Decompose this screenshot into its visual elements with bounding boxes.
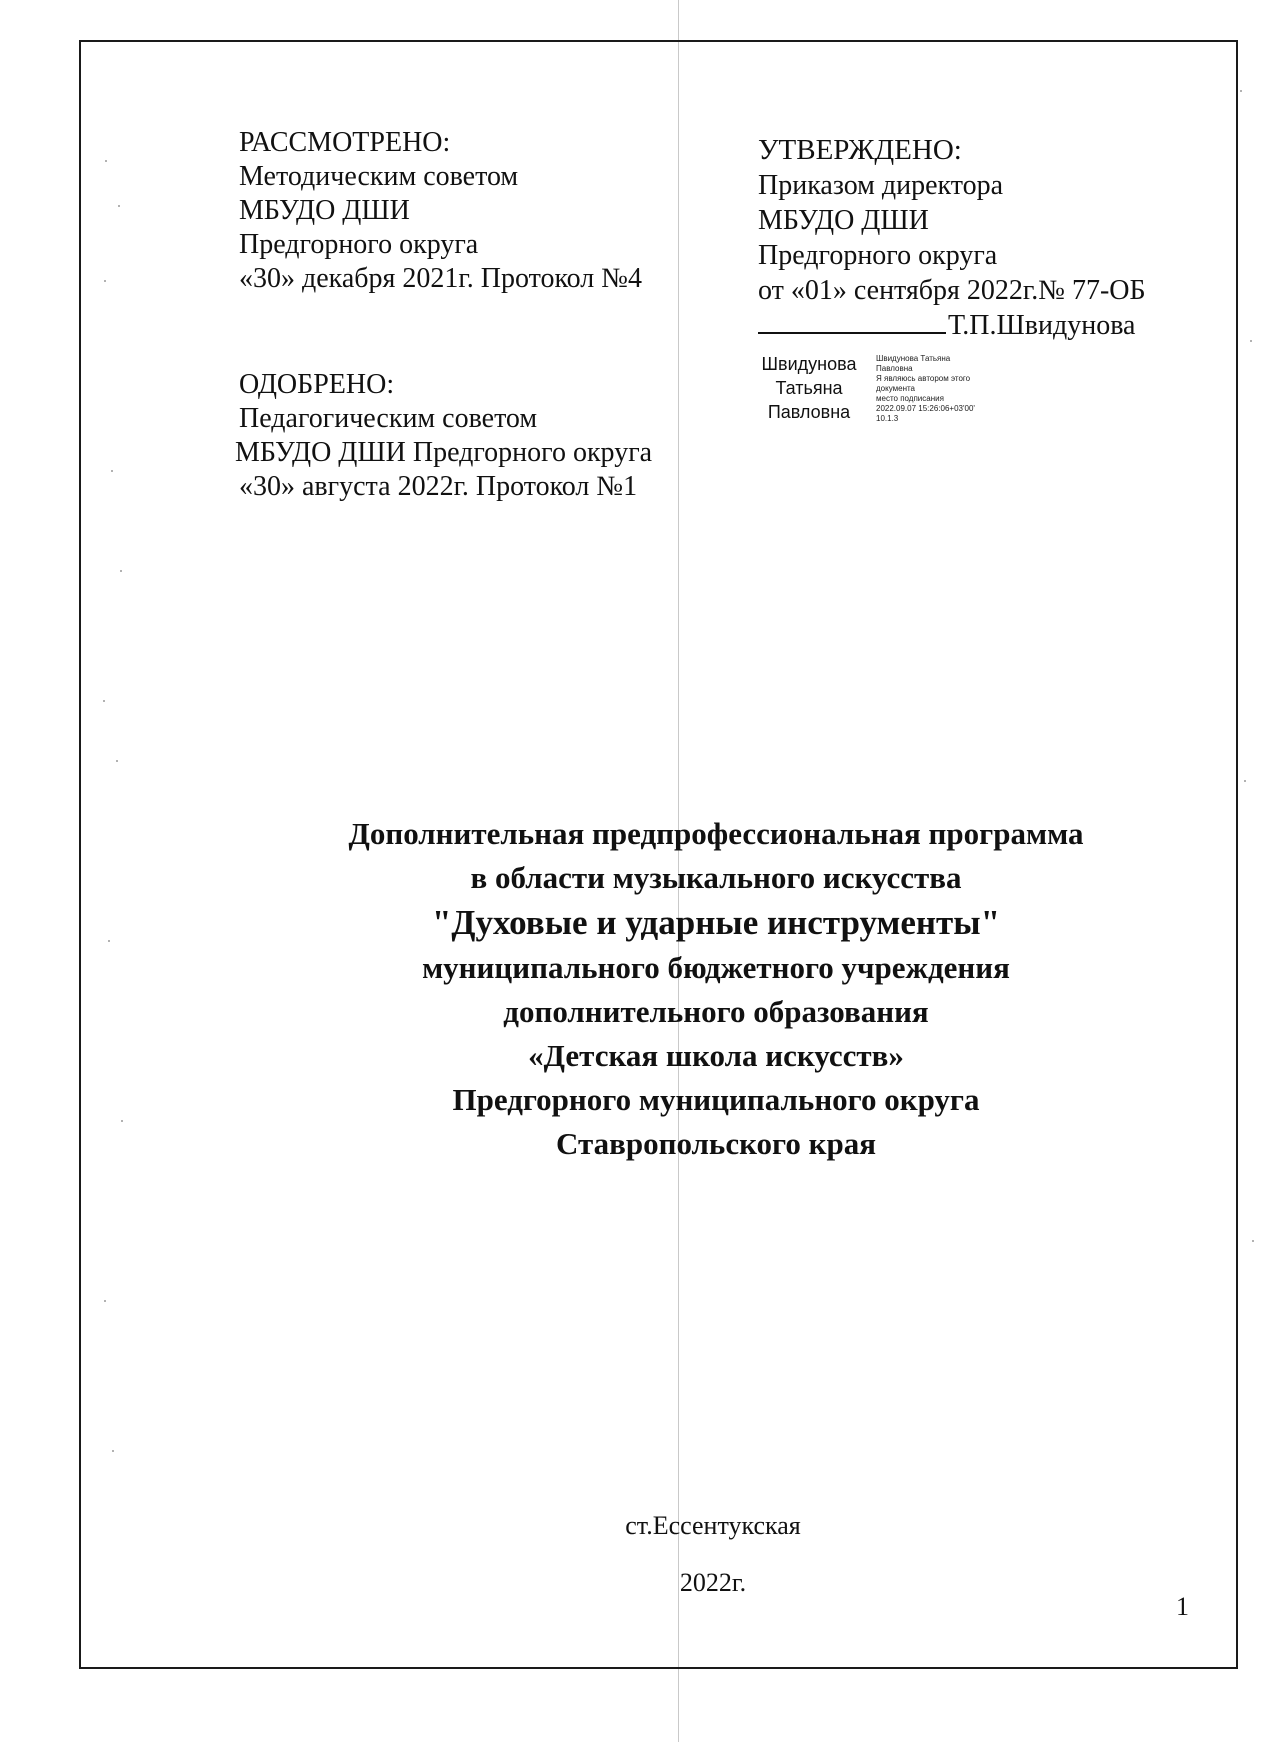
approved-by-council-block <box>235 368 653 504</box>
title-line: в области музыкального искусства <box>470 860 962 895</box>
approved-heading: УТВЕРЖДЕНО: <box>758 134 962 166</box>
document-title <box>200 812 1232 1166</box>
stamp-name-line: Павловна <box>767 402 851 422</box>
footer-place: ст.Ессентукская <box>625 1511 801 1540</box>
considered-heading: РАССМОТРЕНО: <box>239 127 451 158</box>
scan-speck <box>1250 340 1252 342</box>
considered-block <box>239 126 642 296</box>
title-line: «Детская школа искусств» <box>528 1038 904 1073</box>
footer-year: 2022г. <box>679 1568 747 1597</box>
stamp-name-line: Швидунова <box>761 354 857 374</box>
approved-line: Приказом директора <box>758 170 1004 201</box>
title-line: Предгорного муниципального округа <box>452 1082 980 1117</box>
stamp-details <box>876 354 1012 424</box>
considered-line: «30» декабря 2021г. Протокол №4 <box>239 263 642 294</box>
stamp-detail-line: Швидунова Татьяна <box>876 354 951 363</box>
scan-speck <box>1252 1240 1254 1242</box>
approved-by-council-line: «30» августа 2022г. Протокол №1 <box>239 471 638 502</box>
approved-line: от «01» сентября 2022г.№ 77-ОБ <box>758 275 1146 306</box>
approved-line: Предгорного округа <box>758 240 998 271</box>
stamp-detail-line: Павловна <box>876 364 913 373</box>
considered-line: Предгорного округа <box>239 229 479 260</box>
signature-row <box>758 308 1146 343</box>
stamp-detail-line: место подписания <box>876 394 944 403</box>
title-line: Ставропольского края <box>556 1126 876 1161</box>
scan-speck <box>1240 90 1242 92</box>
stamp-name-line: Татьяна <box>775 378 843 398</box>
approved-by-council-line: МБУДО ДШИ Предгорного округа <box>235 437 653 468</box>
signature-name: Т.П.Швидунова <box>948 310 1136 341</box>
approved-line: МБУДО ДШИ <box>758 205 929 236</box>
title-line: муниципального бюджетного учреждения <box>422 950 1010 985</box>
digital-signature-stamp <box>752 352 1012 432</box>
scan-speck <box>1244 780 1246 782</box>
stamp-detail-line: 10.1.3 <box>876 414 899 423</box>
title-line-program-name: "Духовые и ударные инструменты" <box>432 903 1000 942</box>
stamp-detail-line: документа <box>876 384 916 393</box>
page-number: 1 <box>1176 1592 1189 1621</box>
stamp-detail-line: Я являюсь автором этого <box>876 374 971 383</box>
approved-block <box>758 133 1146 343</box>
approved-by-council-line: Педагогическим советом <box>239 403 538 434</box>
considered-line: МБУДО ДШИ <box>239 195 410 226</box>
approved-by-council-heading: ОДОБРЕНО: <box>239 369 395 400</box>
title-line: Дополнительная предпрофессиональная программа <box>348 816 1084 851</box>
title-line: дополнительного образования <box>503 994 929 1029</box>
stamp-detail-line: 2022.09.07 15:26:06+03'00' <box>876 404 975 413</box>
stamp-signer-name <box>752 352 866 424</box>
considered-line: Методическим советом <box>239 161 519 192</box>
signature-underline <box>758 332 946 334</box>
